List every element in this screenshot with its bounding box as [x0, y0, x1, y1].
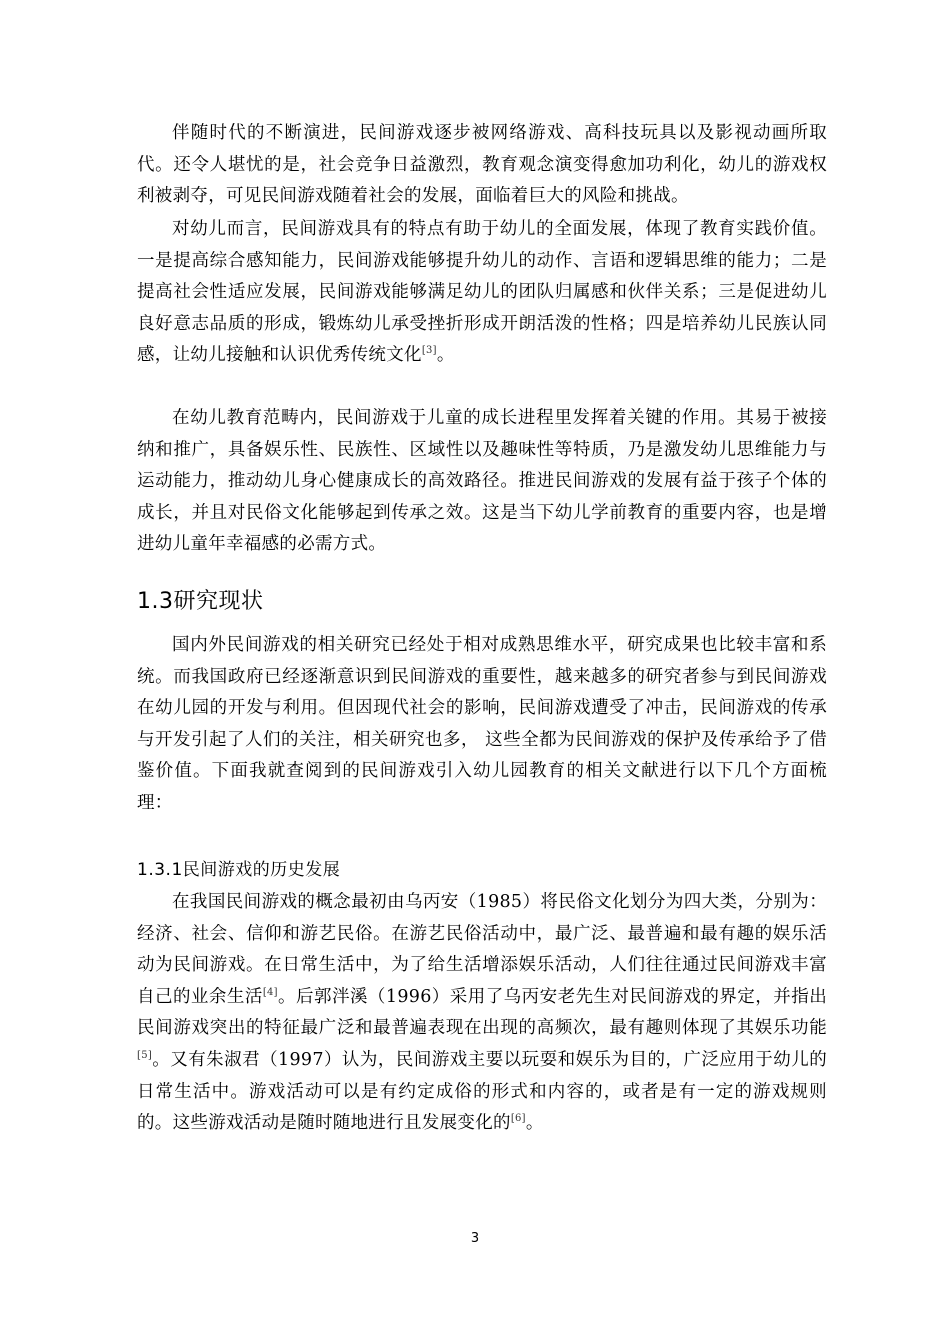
paragraph-intro: 伴随时代的不断演进，民间游戏逐步被网络游戏、高科技玩具以及影视动画所取代。还令人堪忧的是，社会竞争日益激烈，教育观念演变得愈加功利化，幼儿的游戏权利被剥夺，可见民间游戏随着社会的发展，面临着巨大的风险和挑战。	[137, 123, 827, 207]
citation-3: [3]	[421, 345, 437, 357]
citation-5: [5]	[137, 1050, 153, 1062]
citation-6: [6]	[510, 1113, 526, 1125]
paragraph-history-part-b: 。后郭泮溪（1996）采用了乌丙安老先生对民间游戏的界定，并指出民间游戏突出的特征最广泛和最普遍表现在出现的高频次，最有趣则体现了其娱乐功能	[137, 986, 827, 1039]
paragraph-value-text: 对幼儿而言，民间游戏具有的特点有助于幼儿的全面发展，体现了教育实践价值。一是提高综合感知能力，民间游戏能够提升幼儿的动作、言语和逻辑思维的能力；二是提高社会性适应发展，民间游戏能够满足幼儿的团队归属感和伙伴关系；三是促进幼儿良好意志品质的形成，锻炼幼儿承受挫折形成开朗活泼的性格；四是培养幼儿民族认同感，让幼儿接触和认识优秀传统文化	[137, 219, 827, 366]
paragraph-education: 在幼儿教育范畴内，民间游戏于儿童的成长进程里发挥着关键的作用。其易于被接纳和推广，具备娱乐性、民族性、区域性以及趣味性等特质，乃是激发幼儿思维能力与运动能力，推动幼儿身心健康成长的高效路径。推进民间游戏的发展有益于孩子个体的成长，并且对民俗文化能够起到传承之效。这是当下幼儿学前教育的重要内容，也是增进幼儿童年幸福感的必需方式。	[137, 408, 827, 555]
subsection-heading: 1.3.1民间游戏的历史发展	[137, 860, 341, 880]
paragraph-value	[137, 214, 827, 372]
section-heading: 1.3研究现状	[137, 589, 264, 614]
paragraph-history	[137, 887, 827, 1140]
paragraph-value-end: 。	[436, 345, 455, 366]
paragraph-research-status: 国内外民间游戏的相关研究已经处于相对成熟思维水平，研究成果也比较丰富和系统。而我国政府已经逐渐意识到民间游戏的重要性，越来越多的研究者参与到民间游戏在幼儿园的开发与利用。但因现代社会的影响，民间游戏遭受了冲击，民间游戏的传承与开发引起了人们的关注，相关研究也多， 这些全都为民间游戏的保护及传承给予了借鉴价值。下面我就查阅到的民间游戏引入幼儿园教育的相关文献进行以下几个方面梳理：	[137, 635, 827, 813]
paragraph-history-part-c: 。又有朱淑君（1997）认为，民间游戏主要以玩耍和娱乐为目的，广泛应用于幼儿的日常生活中。游戏活动可以是有约定成俗的形式和内容的，或者是有一定的游戏规则的。这些游戏活动是随时随地进行且发展变化的	[137, 1049, 827, 1134]
page-number: 3	[470, 1231, 480, 1246]
paragraph-history-part-a: 在我国民间游戏的概念最初由乌丙安（1985）将民俗文化划分为四大类，分别为：经济、社会、信仰和游艺民俗。在游艺民俗活动中，最广泛、最普遍和最有趣的娱乐活动为民间游戏。在日常生活中，为了给生活增添娱乐活动，人们往往通过民间游戏丰富自己的业余生活	[137, 892, 827, 1007]
paragraph-history-end: 。	[525, 1113, 544, 1134]
citation-4: [4]	[262, 986, 278, 998]
